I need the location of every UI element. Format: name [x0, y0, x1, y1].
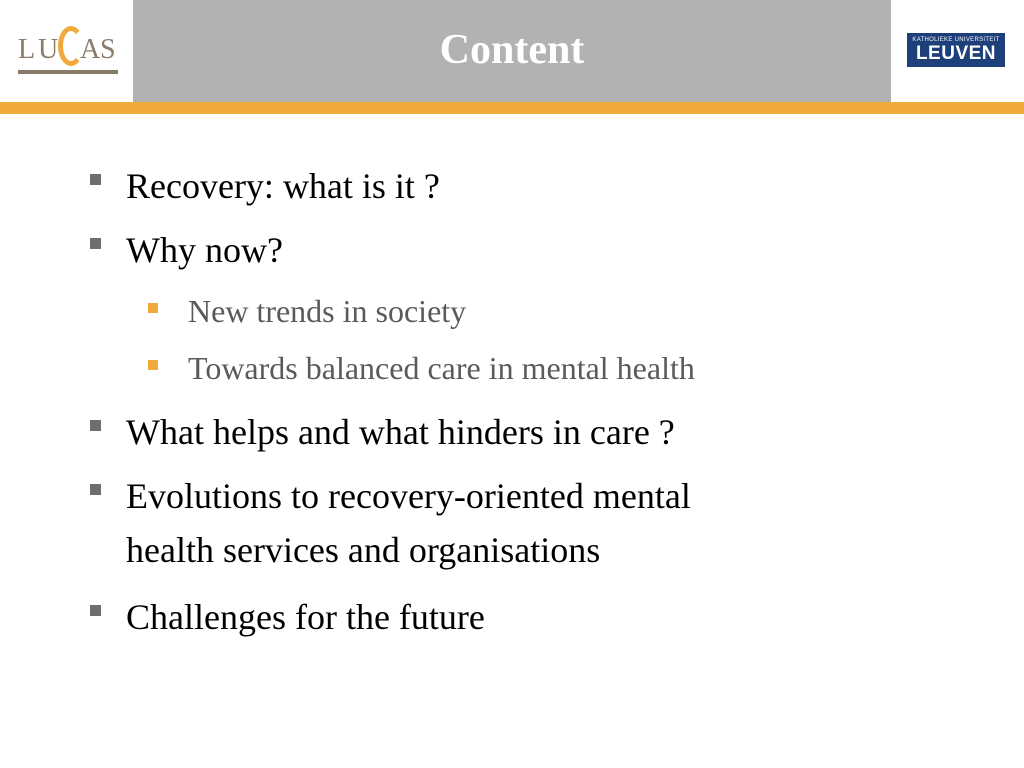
slide-header — [0, 0, 1024, 102]
bullet-text: What helps and what hinders in care ? — [126, 412, 675, 452]
lucas-logo-underline — [18, 70, 118, 74]
square-bullet-icon — [90, 238, 101, 249]
bullet-text: Why now? — [126, 230, 283, 270]
slide-title: Content — [439, 27, 585, 73]
square-bullet-icon — [148, 303, 158, 313]
square-bullet-icon — [90, 605, 101, 616]
square-bullet-icon — [90, 484, 101, 495]
sub-bullet-text: Towards balanced care in mental health — [188, 350, 695, 386]
lucas-logo-letter: S — [100, 34, 122, 65]
bullet-text: Recovery: what is it ? — [126, 166, 440, 206]
bullet-text-continuation: health services and organisations — [126, 530, 601, 570]
ku-leuven-logo-big-text: LEUVEN — [915, 43, 997, 64]
lucas-logo-letter: L — [18, 34, 42, 65]
ku-leuven-logo — [907, 33, 1005, 67]
square-bullet-icon — [148, 360, 158, 370]
ku-leuven-logo-small-text: KATHOLIEKE UNIVERSITEIT — [912, 37, 1000, 43]
lucas-logo — [10, 22, 122, 82]
title-band — [133, 0, 891, 102]
lucas-logo-letter: A — [80, 34, 107, 65]
sub-bullet-text: New trends in society — [188, 293, 467, 329]
square-bullet-icon — [90, 174, 101, 185]
square-bullet-icon — [90, 420, 101, 431]
bullet-text: Evolutions to recovery-oriented mental — [126, 476, 691, 516]
header-accent-bar — [0, 102, 1024, 114]
bullet-text: Challenges for the future — [126, 597, 485, 637]
lucas-logo-letter: U — [38, 34, 65, 65]
